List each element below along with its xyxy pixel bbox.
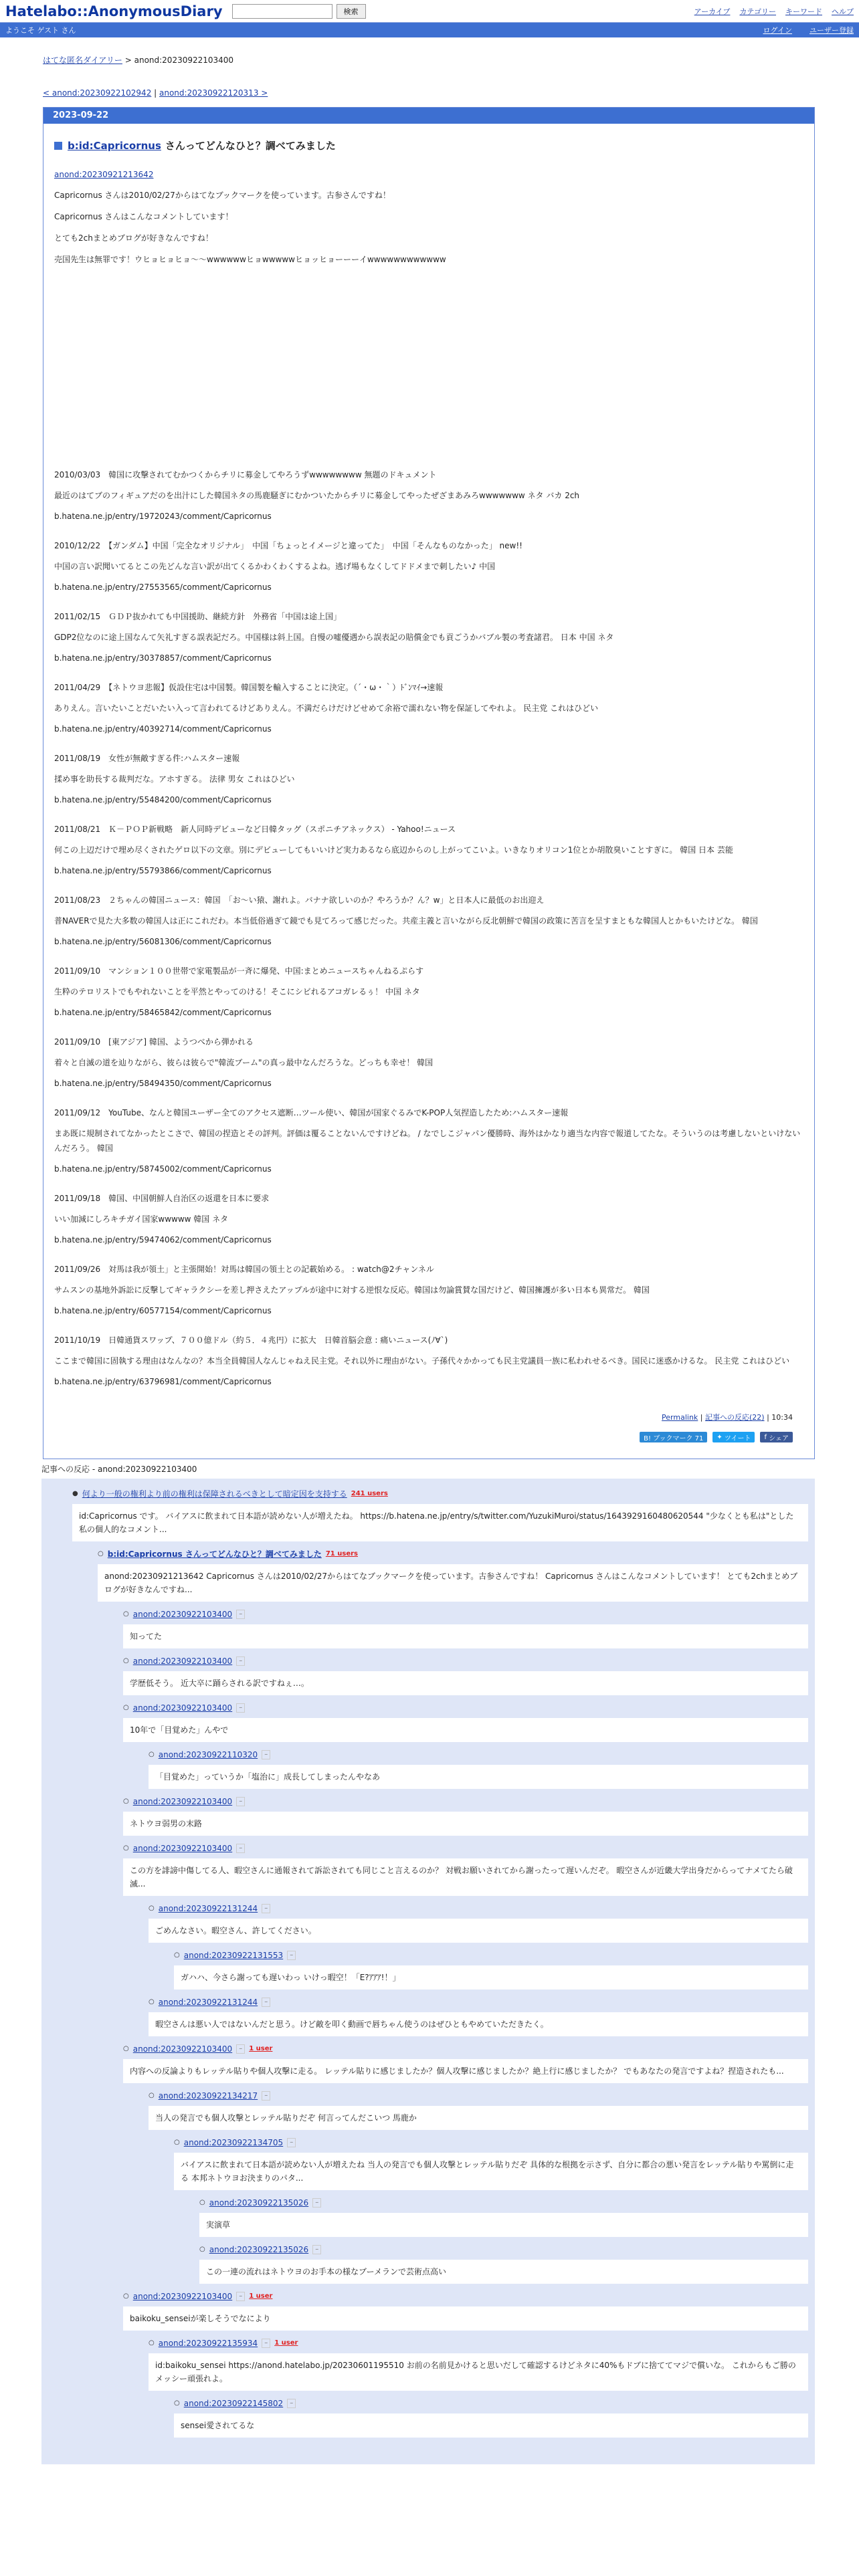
reaction-body: 実演草	[199, 2213, 808, 2237]
reaction-body: 10年で「目覚めた」んやで	[123, 1718, 808, 1742]
collapse-icon[interactable]: –	[262, 1750, 270, 1759]
bookmark-item-head: 2010/03/03 韓国に攻撃されてむかつくからチリに募金してやろうずwwwwwwww 無題のドキュメント	[54, 470, 437, 479]
entry-footer: Permalink | 記事への反応(22) | 10:34	[662, 1413, 793, 1422]
bookmark-item-url: b.hatena.ne.jp/entry/55484200/comment/Capricornus	[54, 795, 272, 804]
reaction-head	[123, 1655, 808, 1667]
bookmark-item	[54, 680, 803, 736]
collapse-icon[interactable]: –	[287, 2138, 296, 2147]
collapse-icon[interactable]: –	[236, 1656, 245, 1666]
nav-keyword[interactable]: キーワード	[785, 7, 822, 16]
bookmark-item-comment: ここまで韓国に固執する理由はなんなの？本当全員韓国人なんじゃねえ民主党。それ以外に理由がない。子孫代々かかっても民主党議員一族に私われせるべき。国民に迷惑かけるな。 民主党 これはひどい	[54, 1356, 790, 1366]
bookmark-item-head: 2011/09/10 マンション１００世帯で家電製品が一斉に爆発、中国:まとめニュースちゃんねるぷらす	[54, 966, 424, 976]
reaction-head	[123, 1842, 808, 1854]
collapse-icon[interactable]: –	[236, 1610, 245, 1619]
bookmark-item	[54, 1333, 803, 1389]
bookmark-item-comment: GDP2位なのに途上国なんて矢礼すぎる誤表記だろ。中国様は斜上国。自慢の嘘優遇から誤表記の賠償金でも貢ごうかバブル製の考査諸君。 日本 中国 ネタ	[54, 633, 614, 642]
bookmark-item-comment: 生粋のテロリストでもやれないことを平然とやってのける！そこにシビれるアコガレるぅ！ 中国 ネタ	[54, 987, 420, 996]
intro-line: Capricornus さんは2010/02/27からはてなブックマークを使っています。古参さんですね！	[54, 191, 391, 200]
collapse-icon[interactable]: –	[262, 1904, 270, 1913]
header	[0, 0, 859, 23]
bookmark-item	[54, 1262, 803, 1318]
reaction-body: sensei愛されてるな	[174, 2413, 808, 2438]
reaction-head	[149, 2090, 808, 2102]
bookmark-item	[54, 822, 803, 878]
reaction-node	[72, 1488, 808, 1541]
next-entry-link[interactable]: anond:20230922120313 >	[159, 88, 268, 98]
reaction-link[interactable]: ○ anond:20230922135026	[209, 2245, 309, 2254]
reaction-node	[149, 1749, 808, 1789]
entry-time: 10:34	[771, 1413, 793, 1422]
bookmark-users-count[interactable]: 1 user	[274, 2339, 298, 2347]
bookmark-item-head: 2010/12/22 【ガンダム】中国「完全なオリジナル」 中国「ちょっとイメージと違ってた」 中国「そんなものなかった」 new!!	[54, 541, 522, 550]
reaction-link[interactable]: ○ anond:20230922103400	[132, 1844, 233, 1853]
bookmark-item-comment: まあ既に規制されてなかったとこさで、韓国の捏造とその評判。評価は覆ることないんですけどね。 / なでしこジャパン優勝時、海外はかなり適当な内容で報道してたな。そういうのは考慮しないといけないんだろう。 韓国	[54, 1129, 801, 1153]
bookmark-item-head: 2011/09/26 対馬は我が領土」と主張開始！対馬は韓国の領土との記載始める。 : watch@2チャンネル	[54, 1265, 434, 1274]
bookmark-item-head: 2011/09/18 韓国、中国朝鮮人自治区の返還を日本に要求	[54, 1194, 270, 1203]
reaction-link[interactable]: ○ anond:20230922103400	[132, 1797, 233, 1806]
breadcrumb-home[interactable]: はてな匿名ダイアリー	[43, 56, 122, 65]
reaction-node	[174, 2137, 808, 2190]
reaction-link[interactable]: ● 何より一般の権利より前の権利は保障されるべきとして暗定因を支持する	[82, 1489, 347, 1499]
bookmark-item	[54, 467, 803, 524]
reaction-head	[174, 2397, 808, 2409]
reaction-link[interactable]: ○ anond:20230922103400	[132, 1610, 233, 1619]
ref-anond-link[interactable]: anond:20230921213642	[54, 170, 154, 179]
collapse-icon[interactable]: –	[236, 1844, 245, 1853]
bookmark-item	[54, 609, 803, 665]
collapse-icon[interactable]: –	[236, 2044, 245, 2054]
reaction-head	[199, 2244, 808, 2256]
reaction-link[interactable]: ○ b:id:Capricornus さんってどんなひと？調べてみました	[107, 1549, 322, 1559]
bookmark-item-url: b.hatena.ne.jp/entry/56081306/comment/Capricornus	[54, 937, 272, 946]
bookmark-users-count[interactable]: 1 user	[249, 2045, 273, 2052]
reaction-node	[149, 1996, 808, 2036]
pager: < anond:20230922102942 | anond:20230922120313 >	[43, 88, 268, 98]
facebook-share-button[interactable]: f シェア	[760, 1432, 793, 1442]
collapse-icon[interactable]: –	[312, 2245, 321, 2254]
reaction-body: anond:20230921213642 Capricornus さんは2010/02/27からはてなブックマークを使っています。古参さんですね！ Capricornus さんはこんなコメントしています！ とても2chまとめブログが好きなんですね...	[98, 1564, 808, 1602]
bookmark-item-head: 2011/08/23 ２ちゃんの韓国ニュース：韓国 「お〜い猿、謝れよ。バナナ欲しいのか？やろうか？ん？w」と日本人に最低のお出迎え	[54, 895, 545, 905]
collapse-icon[interactable]: –	[287, 1951, 296, 1960]
reaction-link[interactable]: ○ anond:20230922145802	[183, 2399, 284, 2408]
reaction-tree	[41, 1479, 815, 2464]
reaction-node	[149, 2337, 808, 2391]
reaction-head	[199, 2197, 808, 2209]
reaction-node	[149, 1903, 808, 1943]
reaction-body: この方を誹謗中傷してる人、暇空さんに通報されて訴訟されても同じこと言えるのか？ 対戦お願いされてから謝ったって遅いんだぞ。 暇空さんが近畿大学出身だからってナメてたら破滅...	[123, 1858, 808, 1896]
reaction-body: この一連の流れはネトウヨのお手本の様なブーメランで芸術点高い	[199, 2260, 808, 2284]
bookmark-item-comment: サムスンの基地外訴訟に反撃してギャラクシーを差し押さえたアップルが途中に対する逆恨な反応。韓国は勿論賞賛な国だけど、韓国擁護が多い日本も異常だ。 韓国	[54, 1285, 650, 1295]
bookmark-users-count[interactable]: 241 users	[351, 1490, 388, 1497]
bookmark-item-head: 2011/08/19 女性が無敵すぎる件:ハムスター速報	[54, 754, 240, 763]
reaction-head	[123, 1608, 808, 1620]
reactions-link[interactable]: 記事への反応(22)	[705, 1413, 765, 1422]
search-input[interactable]	[232, 4, 332, 19]
breadcrumb-current: anond:20230922103400	[134, 56, 234, 65]
reaction-node	[199, 2244, 808, 2284]
collapse-icon[interactable]: –	[236, 1797, 245, 1806]
reaction-body: ガハハ、今さら謝っても遅いわっ いけっ暇空！「E?ｱｱｱ!！」	[174, 1965, 808, 1990]
site-logo[interactable]: Hatelabo::AnonymousDiary	[5, 3, 223, 19]
nav-archive[interactable]: アーカイブ	[694, 7, 731, 16]
bookmark-item-url: b.hatena.ne.jp/entry/58494350/comment/Capricornus	[54, 1079, 272, 1088]
bookmark-item-url: b.hatena.ne.jp/entry/58465842/comment/Capricornus	[54, 1008, 272, 1017]
bookmark-item-url: b.hatena.ne.jp/entry/40392714/comment/Capricornus	[54, 724, 272, 734]
bookmark-item-url: b.hatena.ne.jp/entry/55793866/comment/Capricornus	[54, 866, 272, 875]
collapse-icon[interactable]: –	[312, 2198, 321, 2208]
bookmark-item-head: 2011/10/19 日韓通貨スワップ、７００億ドル（約５．４兆円）に拡大 日韓首脳会意 : 痛いニュース(ﾉ∀`)	[54, 1335, 448, 1345]
title-square-icon	[54, 142, 62, 150]
reaction-head	[174, 1949, 808, 1961]
intro-line: Capricornus さんはこんなコメントしています！	[54, 212, 233, 221]
prev-entry-link[interactable]: < anond:20230922102942	[43, 88, 152, 98]
reaction-head	[123, 1796, 808, 1808]
reaction-body: ごめんなさい。暇空さん、許してください。	[149, 1919, 808, 1943]
reaction-body: 当人の発言でも個人攻撃とレッテル貼りだぞ 何言ってんだこいつ 馬鹿か	[149, 2106, 808, 2130]
ad-space	[54, 274, 803, 467]
bookmark-item-comment: 着々と自滅の道を辿りながら、彼らは彼らで"韓流ブーム"の真っ最中なんだろうな。どっちも幸せ！ 韓国	[54, 1058, 434, 1067]
intro-line: 売国先生は無罪です！ウヒョヒョヒョ〜〜wwwwwwヒョwwwwwヒョッヒョーーーイwwwwwwwwwwww	[54, 255, 446, 264]
collapse-icon[interactable]: –	[287, 2399, 296, 2408]
bookmark-item	[54, 893, 803, 949]
reaction-link[interactable]: ○ anond:20230922110320	[158, 1750, 258, 1759]
collapse-icon[interactable]: –	[236, 1703, 245, 1713]
bookmark-item-comment: 中国の言い訳聞いてるとこの先どんな言い訳が出てくるかわくわくするよね。逃げ場もなくしてドドメまで刺したい♪ 中国	[54, 562, 496, 571]
reaction-node	[123, 1608, 808, 1648]
bookmark-item-comment: 何この上辺だけで埋め尽くされたゲロ以下の文章。別にデビューしてもいいけど実力あるなら底辺からのし上がってこいよ。いきなりオリコン1位とか胡散臭いことすぎに。 韓国 日本 芸能	[54, 845, 733, 855]
bookmark-item-comment: 最近のはてブのフィギュアだのを出汁にした韓国ネタの馬鹿騒ぎにむかついたからチリに募金してやったぜざまあみろwwwwwww ネタ バカ 2ch	[54, 491, 580, 500]
reaction-link[interactable]: ○ anond:20230922131244	[158, 1998, 258, 2007]
reaction-head	[149, 1996, 808, 2008]
reaction-link[interactable]: ○ anond:20230922131244	[158, 1904, 258, 1913]
reaction-body: 「目覚めた」っていうか「塩治に」成長してしまったんやなあ	[149, 1765, 808, 1789]
bookmark-item	[54, 964, 803, 1020]
reaction-node	[149, 2090, 808, 2130]
reaction-body: baikoku_senseiが楽しそうでなにより	[123, 2306, 808, 2331]
reaction-head	[149, 2337, 808, 2349]
title-user-link[interactable]: b:id:Capricornus	[68, 139, 161, 152]
collapse-icon[interactable]: –	[236, 2292, 245, 2301]
bookmark-item-url: b.hatena.ne.jp/entry/19720243/comment/Capricornus	[54, 512, 272, 521]
bookmark-item	[54, 538, 803, 595]
tweet-button[interactable]: ✦ ツイート	[712, 1432, 755, 1442]
bookmark-item-head: 2011/04/29 【ネトウヨ悲報】仮設住宅は中国製。韓国製を輸入することに決定。（´・ω・｀）ﾄﾞﾝﾏｲ→速報	[54, 683, 444, 692]
breadcrumb: はてな匿名ダイアリー > anond:20230922103400	[43, 56, 234, 65]
reaction-head	[72, 1488, 808, 1500]
bird-icon: ✦	[717, 1433, 725, 1441]
reaction-head	[149, 1749, 808, 1761]
bookmark-item-comment: ありえん。言いたいことだいたい入って言われてるけどありえん。不満だらけだけどせめて余裕で濡れない物を保証してやれよ。 民主党 これはひどい	[54, 704, 599, 713]
diary-entry	[43, 107, 815, 1459]
collapse-icon[interactable]: –	[262, 1998, 270, 2007]
reaction-link[interactable]: ○ anond:20230922103400	[132, 2292, 233, 2301]
bookmark-item-url: b.hatena.ne.jp/entry/58745002/comment/Capricornus	[54, 1164, 272, 1174]
bookmark-item	[54, 751, 803, 807]
reactions-section	[41, 1463, 815, 2464]
nav-help[interactable]: ヘルプ	[832, 7, 854, 16]
reaction-node	[199, 2197, 808, 2237]
reaction-head	[149, 1903, 808, 1915]
bookmark-users-count[interactable]: 71 users	[325, 1550, 358, 1558]
reaction-head	[123, 1702, 808, 1714]
entry-title	[54, 138, 803, 152]
entry-body	[43, 124, 814, 1459]
bookmark-item-url: b.hatena.ne.jp/entry/27553565/comment/Capricornus	[54, 582, 272, 592]
reaction-body: 知ってた	[123, 1624, 808, 1648]
share-row	[54, 1425, 803, 1453]
reaction-node	[174, 1949, 808, 1990]
bookmark-item-list	[54, 467, 803, 1389]
global-nav	[694, 6, 854, 17]
bookmark-item-comment: 揉め事を助長する裁判だな。アホすぎる。 法律 男女 これはひどい	[54, 774, 295, 784]
reaction-link[interactable]: ○ anond:20230922103400	[132, 2044, 233, 2054]
login-link[interactable]: ログイン	[763, 26, 792, 35]
reaction-body: id:baikoku_sensei https://anond.hatelabo.jp/20230601195510 お前の名前見かけると思いだして確認するけどネタに40%もドブに捨ててマジで償いな。 これからもご勝のメッシー頑張れよ。	[149, 2353, 808, 2391]
welcome-text: ようこそ ゲスト さん	[5, 26, 76, 35]
bookmark-item-head: 2011/08/21 Ｋ－ＰＯＰ新戦略 新人同時デビューなど日韓タッグ（スポニチアネックス） - Yahoo!ニュース	[54, 825, 456, 834]
reaction-link[interactable]: ○ anond:20230922134705	[183, 2138, 284, 2147]
bookmark-item	[54, 1105, 803, 1176]
register-link[interactable]: ユーザー登録	[809, 26, 854, 35]
reaction-node	[123, 1842, 808, 1896]
bookmark-item-head: 2011/09/10 [東アジア] 韓国、ようつべから弾かれる	[54, 1037, 254, 1047]
main-container	[43, 54, 815, 2464]
bookmark-item-head: 2011/02/15 ＧＤＰ抜かれても中国援助、継続方針 外務省「中国は途上国」	[54, 612, 342, 621]
bookmark-item-url: b.hatena.ne.jp/entry/60577154/comment/Capricornus	[54, 1306, 272, 1315]
intro-line: とても2chまとめブログが好きなんですね！	[54, 233, 213, 243]
title-text: さんってどんなひと？調べてみました	[165, 140, 336, 152]
collapse-icon[interactable]: –	[262, 2091, 270, 2101]
bookmark-item-url: b.hatena.ne.jp/entry/59474062/comment/Capricornus	[54, 1235, 272, 1245]
bookmark-item-url: b.hatena.ne.jp/entry/63796981/comment/Capricornus	[54, 1377, 272, 1386]
nav-category[interactable]: カテゴリー	[739, 7, 776, 16]
bookmark-item-head: 2011/09/12 YouTube、なんと韓国ユーザー全てのアクセス遮断…ツール使い、韓国が国家ぐるみでK-POP人気捏造したため:ハムスター速報	[54, 1108, 569, 1117]
reaction-node	[174, 2397, 808, 2438]
reaction-body: id:Capricornus です。 バイアスに飲まれて日本語が読めない人が増えたね。 https://b.hatena.ne.jp/entry/s/twitter.com/YuzukiMuroi/status/1643929160480620544 "少なくとも私は"とした私の個人的なコメント...	[72, 1504, 808, 1541]
reaction-link[interactable]: ○ anond:20230922135934	[158, 2339, 258, 2348]
reaction-body: 暇空さんは悪い人ではないんだと思う。けど敵を叩く動画で唇ちゃん使うのはぜひともやめていただきたく。	[149, 2012, 808, 2036]
bookmark-item-comment: 普NAVERで見た大多数の韓国人は正にこれだわ。本当低俗過ぎて鏡でも見てろって感じだった。共産主義と言いながら反北朝鮮で韓国の政策に苦言を呈すまともな韓国人とかもいたけどな。 韓国	[54, 916, 758, 926]
collapse-icon[interactable]: –	[262, 2339, 270, 2348]
reaction-body: ネトウヨ弱男の末路	[123, 1812, 808, 1836]
reaction-head	[174, 2137, 808, 2149]
reaction-node	[98, 1548, 808, 1602]
reactions-title: 記事への反応 - anond:20230922103400	[41, 1465, 197, 1474]
reaction-node	[123, 1796, 808, 1836]
search-button[interactable]: 検索	[337, 4, 366, 19]
entry-date: 2023-09-22	[43, 108, 814, 124]
reaction-link[interactable]: ○ anond:20230922134217	[158, 2091, 258, 2101]
reaction-link[interactable]: ○ anond:20230922135026	[209, 2198, 309, 2208]
permalink[interactable]: Permalink	[662, 1413, 698, 1422]
reaction-body: バイアスに飲まれて日本語が読めない人が増えたね 当人の発言でも個人攻撃とレッテル貼りだぞ 具体的な根拠を示さず、自分に都合の悪い発言をレッテル貼りや罵倒に走る 本邦ネトウヨお決まりのパタ...	[174, 2153, 808, 2190]
reaction-node	[123, 2043, 808, 2083]
bookmark-users-count[interactable]: 1 user	[249, 2292, 273, 2300]
reaction-link[interactable]: ○ anond:20230922103400	[132, 1656, 233, 1666]
reaction-body: 学歴低そう。 近大卒に踊らされる訳ですねぇ…。	[123, 1671, 808, 1695]
reaction-head	[98, 1548, 808, 1560]
reaction-head	[123, 2290, 808, 2302]
facebook-icon: f	[764, 1433, 769, 1441]
reaction-link[interactable]: ○ anond:20230922131553	[183, 1951, 284, 1960]
bookmark-item	[54, 1035, 803, 1091]
reaction-body: 内容への反論よりもレッテル貼りや個人攻撃に走る。 レッテル貼りに感じましたか？個人攻撃に感じましたか？絶上行に感じましたか？ でもあなたの発言ですよね？捏造されたも...	[123, 2059, 808, 2083]
reaction-node	[123, 1655, 808, 1695]
reaction-head	[123, 2043, 808, 2055]
reaction-link[interactable]: ○ anond:20230922103400	[132, 1703, 233, 1713]
subheader	[0, 23, 859, 37]
bookmark-item-url: b.hatena.ne.jp/entry/30378857/comment/Capricornus	[54, 653, 272, 663]
hatena-bookmark-button[interactable]: B! ブックマーク 71	[640, 1432, 707, 1442]
bookmark-item-comment: いい加減にしろキチガイ国家wwwww 韓国 ネタ	[54, 1214, 229, 1224]
entry-intro	[54, 188, 803, 267]
reaction-node	[123, 2290, 808, 2331]
bookmark-item	[54, 1191, 803, 1247]
reaction-node	[123, 1702, 808, 1742]
